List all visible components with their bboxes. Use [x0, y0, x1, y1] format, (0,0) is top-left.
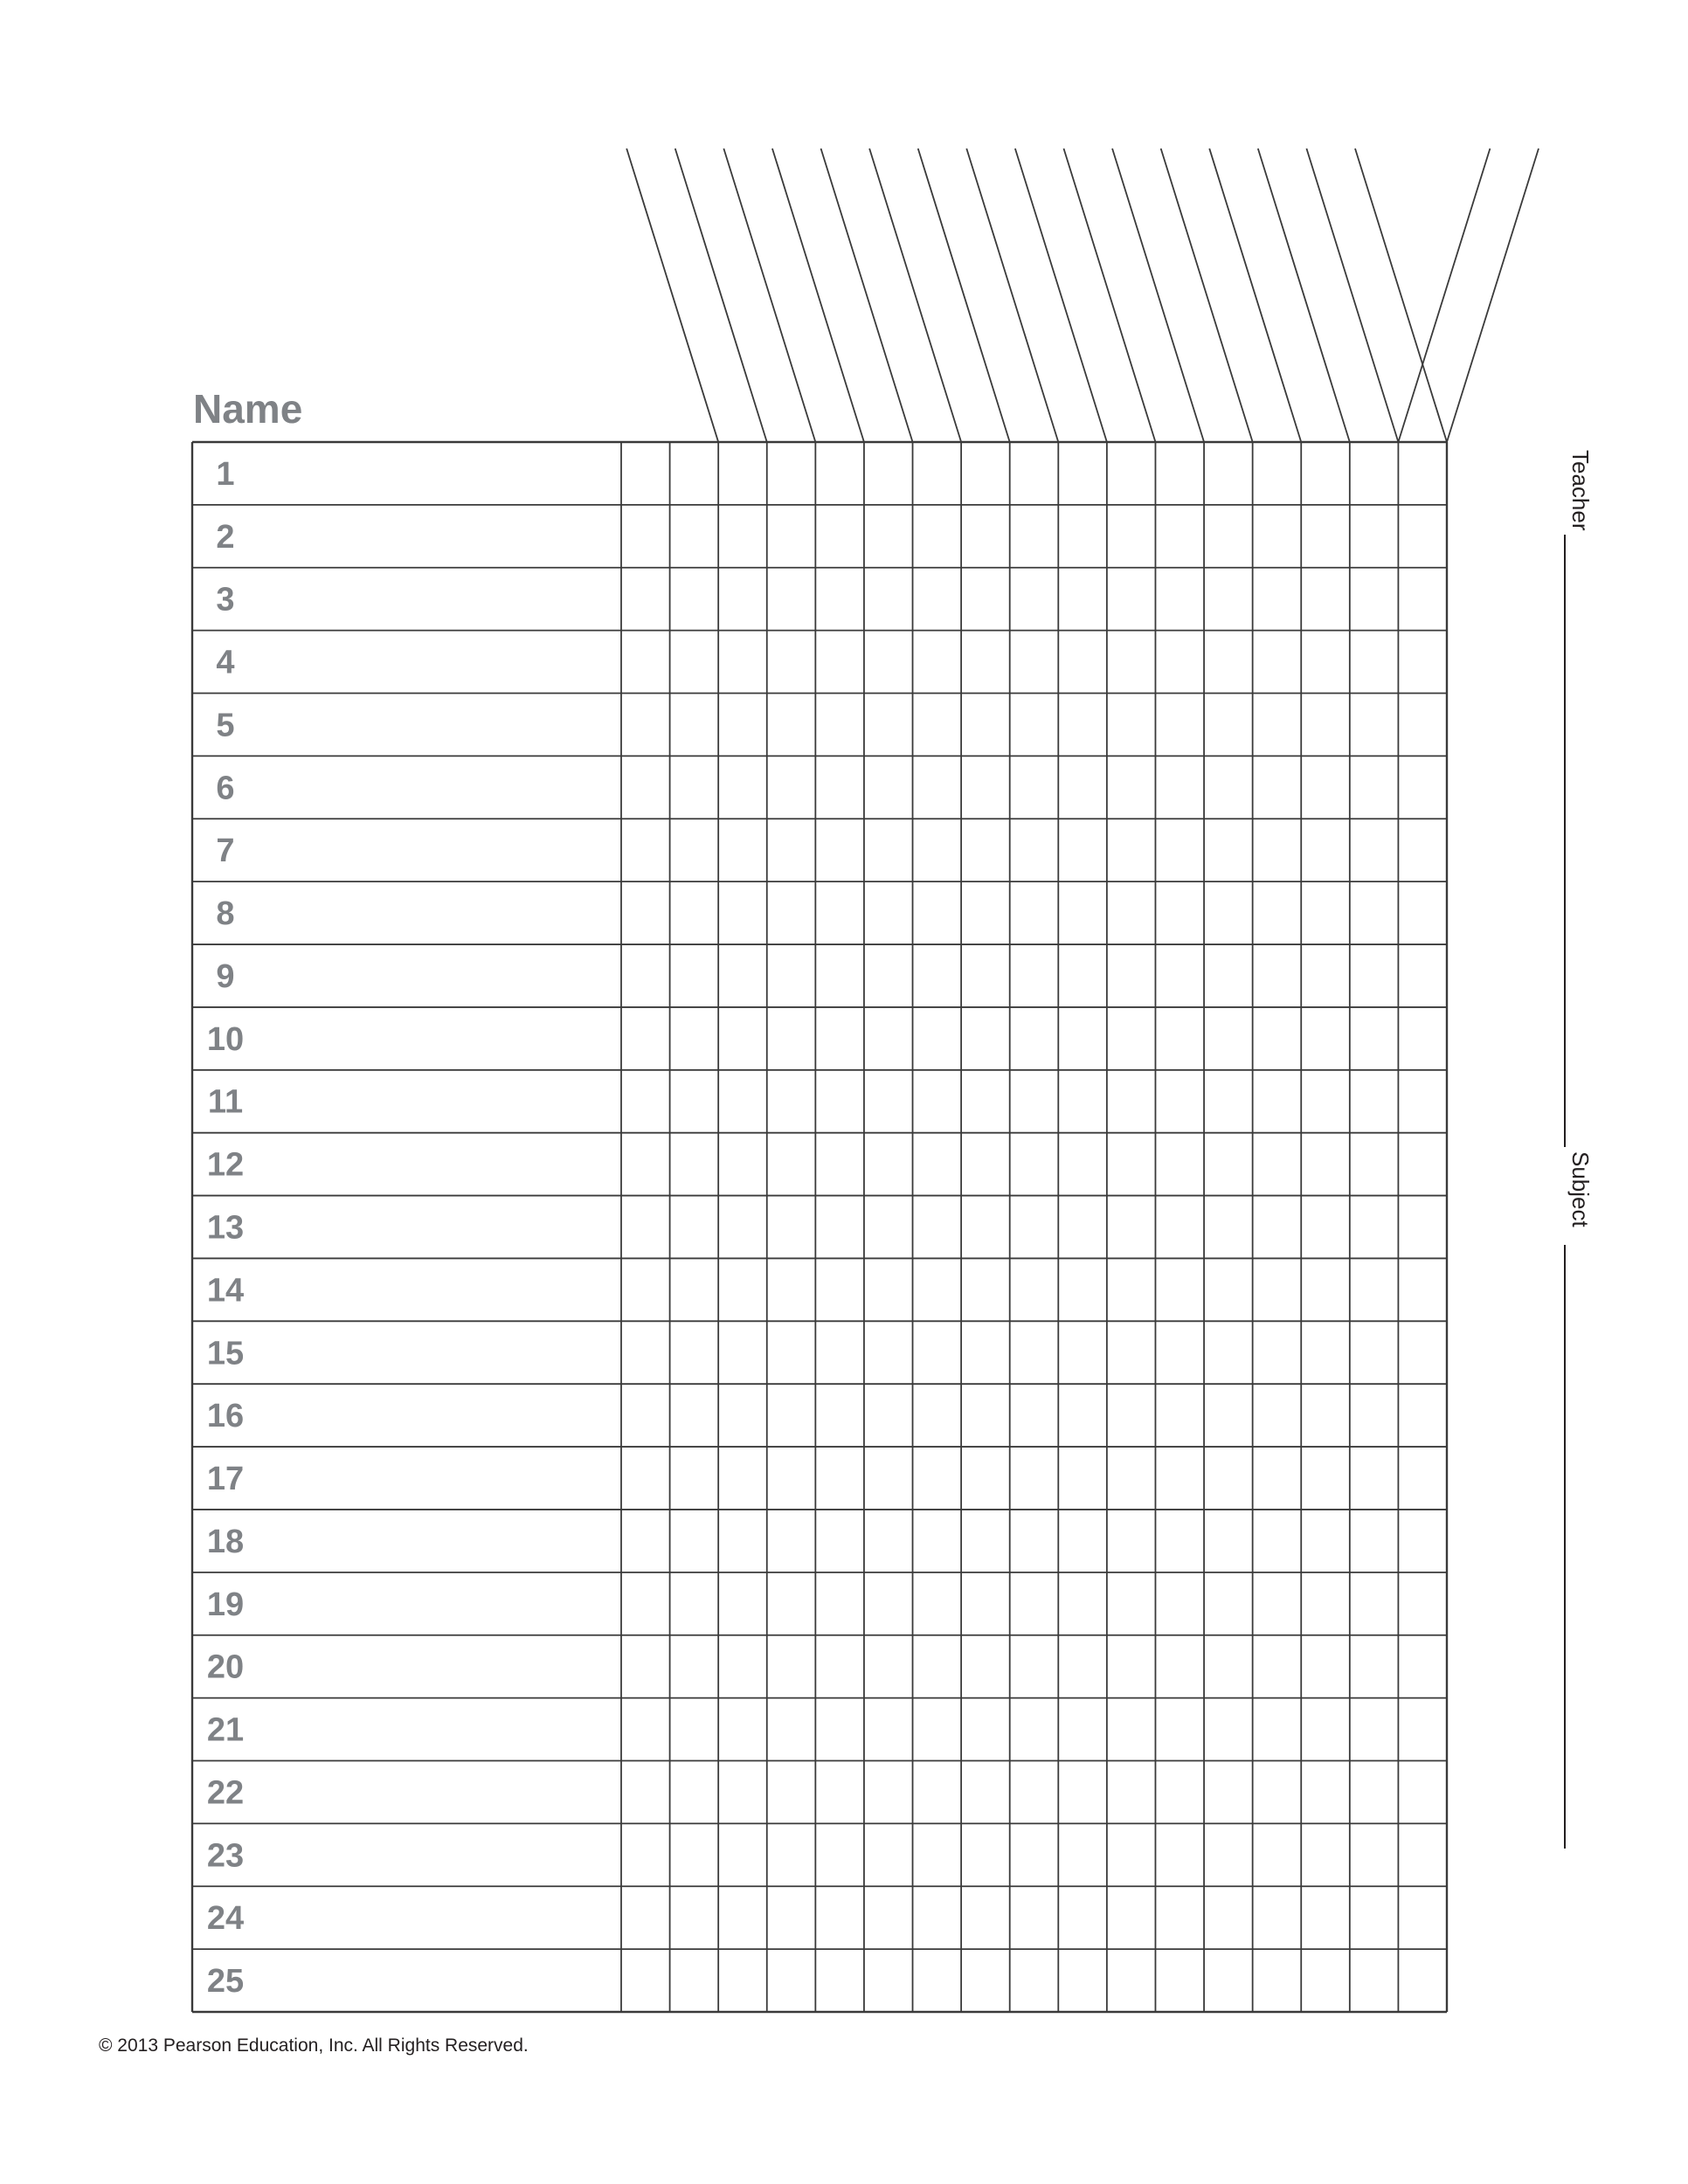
name-column-label: Name — [193, 386, 303, 432]
row-number: 2 — [216, 518, 235, 556]
slant-header-line — [1306, 149, 1398, 442]
slant-header-line — [772, 149, 864, 442]
row-number: 7 — [216, 833, 235, 870]
slant-header-line — [1161, 149, 1253, 442]
column-header-slant-lines — [626, 149, 1539, 442]
row-number: 10 — [206, 1020, 245, 1058]
slant-header-line — [869, 149, 961, 442]
row-number: 19 — [206, 1586, 245, 1623]
slant-header-line — [626, 149, 718, 442]
slant-header-line — [1112, 149, 1204, 442]
slant-header-line — [918, 149, 1010, 442]
row-number: 11 — [207, 1083, 244, 1121]
slant-header-line — [1355, 149, 1447, 442]
row-number: 21 — [206, 1711, 245, 1749]
row-number: 17 — [206, 1461, 245, 1498]
row-number: 3 — [216, 581, 235, 619]
row-number: 14 — [206, 1272, 245, 1310]
row-number: 6 — [216, 770, 235, 807]
row-number: 22 — [206, 1774, 245, 1812]
slant-header-line — [1398, 149, 1490, 442]
row-number: 9 — [216, 957, 235, 995]
grid-lines — [192, 442, 1447, 2012]
row-number: 16 — [206, 1398, 245, 1435]
row-number: 13 — [206, 1209, 245, 1247]
slant-header-line — [723, 149, 815, 442]
slant-header-line — [1447, 149, 1539, 442]
row-number: 4 — [216, 644, 235, 681]
slant-header-line — [821, 149, 913, 442]
row-number: 25 — [206, 1963, 245, 2001]
subject-label: Subject — [1567, 1151, 1594, 1227]
row-number: 1 — [216, 455, 235, 493]
slant-header-line — [966, 149, 1058, 442]
slant-header-line — [1063, 149, 1155, 442]
row-number: 24 — [206, 1900, 245, 1938]
row-number: 20 — [206, 1648, 245, 1686]
row-number: 15 — [206, 1335, 245, 1372]
row-number: 12 — [206, 1146, 245, 1184]
slant-header-line — [675, 149, 767, 442]
slant-header-line — [1209, 149, 1301, 442]
slant-header-line — [1258, 149, 1350, 442]
slant-header-line — [1015, 149, 1107, 442]
row-numbers — [207, 456, 244, 2000]
copyright-notice: © 2013 Pearson Education, Inc. All Rights Reserved. — [99, 2035, 529, 2056]
row-number: 23 — [206, 1837, 245, 1875]
teacher-label: Teacher — [1567, 450, 1594, 531]
teacher-subject-fields — [1565, 450, 1594, 1849]
row-number: 8 — [216, 895, 235, 933]
row-number: 18 — [206, 1523, 245, 1560]
row-number: 5 — [216, 707, 235, 744]
